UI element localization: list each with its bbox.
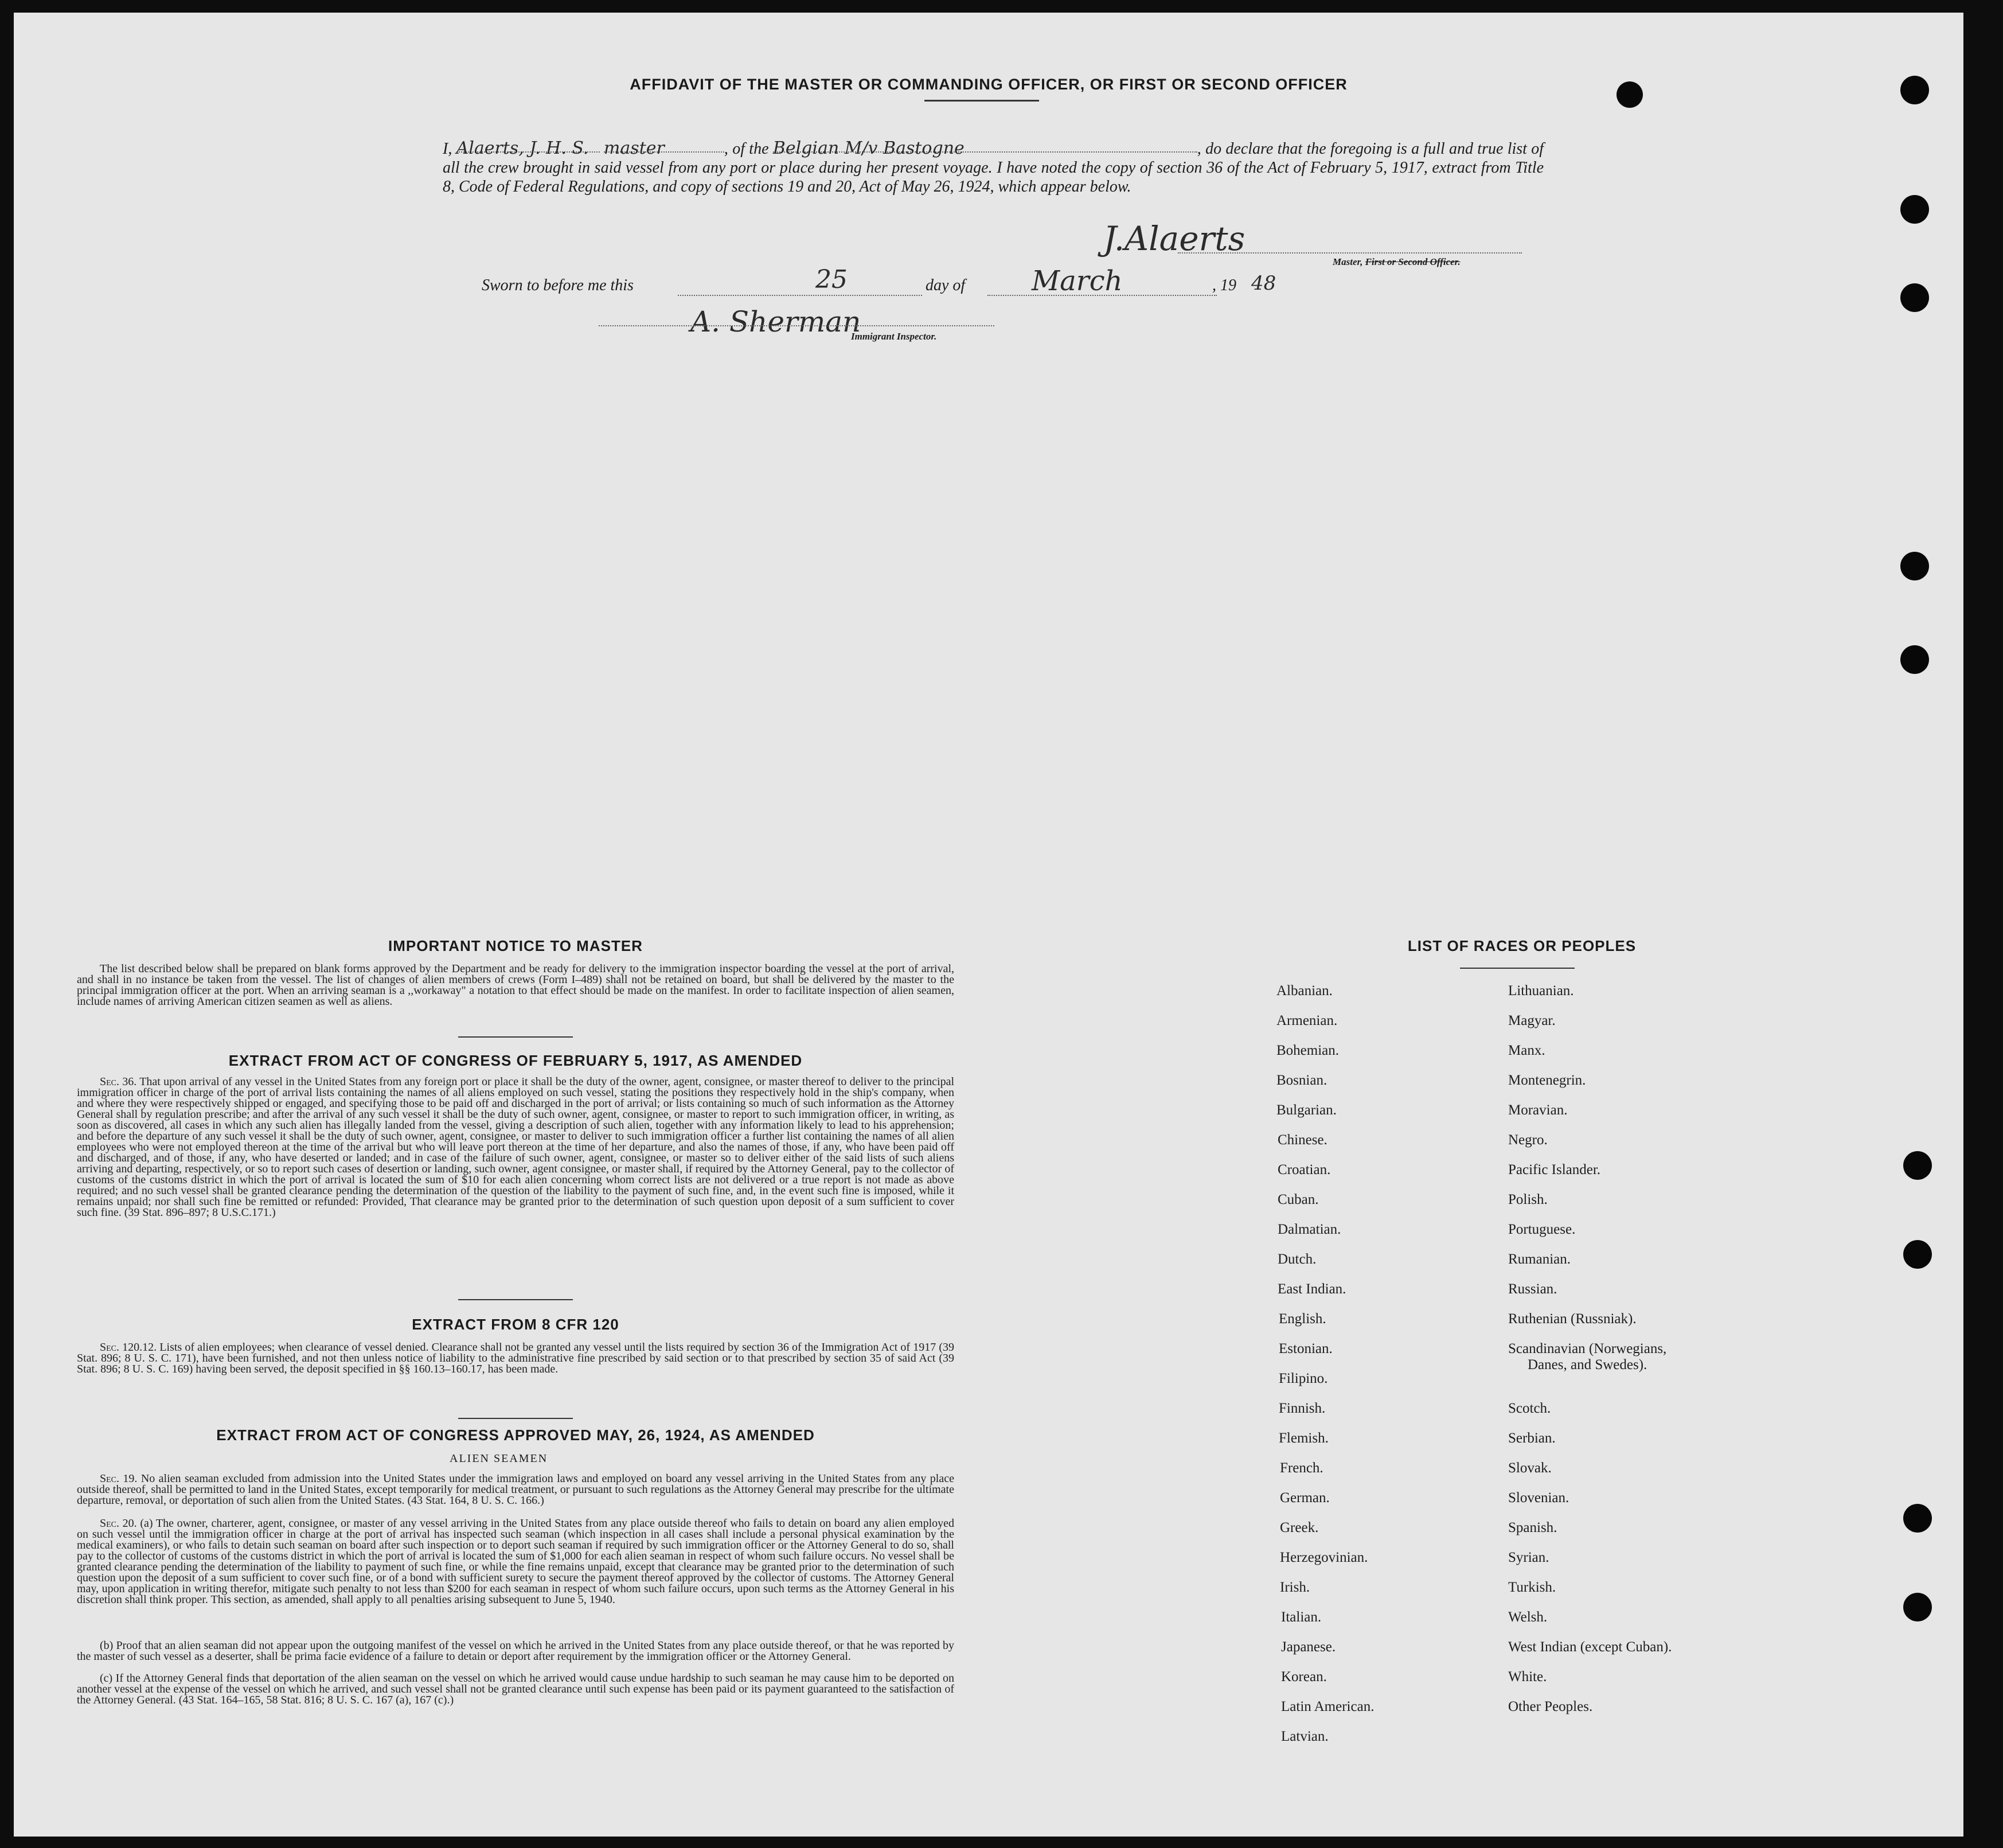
day-line xyxy=(678,295,922,296)
race-item: Slovenian. xyxy=(1508,1490,1569,1506)
signature-line xyxy=(1178,252,1522,254)
inspector-label: Immigrant Inspector. xyxy=(851,331,937,342)
race-item: Finnish. xyxy=(1279,1401,1326,1416)
race-item: Filipino. xyxy=(1279,1371,1328,1386)
master-name-field: Alaerts, J. H. S. xyxy=(456,139,600,153)
extract-1924-title: EXTRACT FROM ACT OF CONGRESS APPROVED MAY, 26, 1924, AS AMENDED xyxy=(216,1426,815,1444)
sec20b-text: (b) Proof that an alien seaman did not appear upon the outgoing manifest of the vessel on which he arrived in the United States from any place outside thereof, or that he was reported by the master of such vessel as a deserter, shall be prima facie evidence of a failure to detain or deport after requirement by the immigration officer or the Attorney General. xyxy=(77,1639,954,1663)
race-item: Dutch. xyxy=(1278,1252,1317,1267)
punch-hole xyxy=(1903,1504,1932,1533)
extract-cfr-title: EXTRACT FROM 8 CFR 120 xyxy=(412,1316,619,1333)
race-item: Portuguese. xyxy=(1508,1222,1576,1237)
master-signature: J.Alaerts xyxy=(1103,219,1245,258)
race-item: Dalmatian. xyxy=(1278,1222,1341,1237)
race-item: Japanese. xyxy=(1281,1639,1336,1655)
race-item: Irish. xyxy=(1280,1580,1310,1595)
year-prefix: , 19 xyxy=(1212,276,1236,294)
notice-text: The list described below shall be prepared on blank forms approved by the Department and be ready for delivery to the immigration inspector boarding the vessel at the port of arrival, and shall in no instance be taken from the vessel. The list of changes of alien members of crews (Form I–489) shall not be retained on board, but shall be delivered by the master to the principal immigration officer at the port. When an arriving seaman is a ,,workaway" a notation to that effect should be made on the manifest. In order to facilitate inspection of alien seamen, include names of arriving American citizen seamen as well as aliens. xyxy=(77,962,954,1008)
race-item: Armenian. xyxy=(1276,1013,1338,1028)
punch-hole xyxy=(1900,645,1929,674)
race-item: Flemish. xyxy=(1279,1430,1329,1446)
punch-hole xyxy=(1900,195,1929,224)
divider xyxy=(924,100,1039,102)
year-value: 48 xyxy=(1251,272,1276,295)
race-item: Herzegovinian. xyxy=(1280,1550,1368,1565)
race-item: Manx. xyxy=(1508,1043,1545,1058)
extract-cfr-text: Sec. 120.12. Lists of alien employees; when clearance of vessel denied. Clearance shall not be granted any vessel until the lists required by section 36 of the Immigration Act of 1917 (39 Stat. 896; 8 U. S. C. 171), have been furnished, and not then unless notice of liability to the administrative fine prescribed by said section or to that prescribed by section 35 of said Act (39 Stat. 896; 8 U. S. C. 169) having been served, the deposit specified in §§ 160.13–160.17, has been made. xyxy=(77,1341,955,1375)
day-label: day of xyxy=(926,276,966,294)
affidavit-statement xyxy=(443,139,1544,196)
race-item: Russian. xyxy=(1508,1281,1557,1297)
race-item: Scotch. xyxy=(1508,1401,1551,1416)
notice-title: IMPORTANT NOTICE TO MASTER xyxy=(388,937,643,954)
day-value: 25 xyxy=(815,265,848,294)
sec20-text: Sec. 20. (a) The owner, charterer, agent, consignee, or master of any vessel arriving in the United States from any place outside thereof who fails to detain on board any alien employed on such vessel until the immigration officer in charge at the port of arrival has inspected such seaman (which inspection in all cases shall include a personal physical examination by the medical examiners), or who fails to detain such seaman on board after such inspection or to deport such seaman if required by such immigration officer or the Attorney General to do so, shall pay to the collector of customs of the customs district in which the port of arrival is located the sum of $1,000 for each alien seaman in respect of whom such failure occurs. No vessel shall be granted clearance pending the determination of the liability to payment of such fine, or while the fine remains unpaid, except that clearance may be granted prior to the determination of such question upon the deposit of a sum sufficient to cover such fine, or of a bond with sufficient surety to secure the payment thereof approved by the collector of customs. The Attorney General may, upon application in writing therefor, mitigate such penalty to not less than $200 for each seaman in respect of whom such failure occurs, upon such terms as the Attorney General in his discretion shall think proper. This section, as amended, shall apply to all penalties arising subsequent to June 5, 1940. xyxy=(77,1517,955,1606)
race-item: Scandinavian (Norwegians, xyxy=(1508,1341,1667,1356)
race-item: East Indian. xyxy=(1278,1281,1346,1297)
race-item: Italian. xyxy=(1281,1609,1322,1625)
race-item: Rumanian. xyxy=(1508,1252,1571,1267)
race-item: Albanian. xyxy=(1276,983,1333,999)
extract-1917-text: Sec. 36. That upon arrival of any vessel in the United States from any foreign port or place it shall be the duty of the owner, agent, consignee, or master thereof to deliver to the principal immigration officer in charge of the port of arrival lists containing the names of all aliens employed on such vessel, stating the positions they respectively hold in the ship's company, when and where they were respectively shipped or engaged, and specifying those to be paid off and discharged in the port of arrival; or lists containing so much of such information as the Attorney General shall by regulation prescribe; and after the arrival of any such vessel it shall be the duty of such owner, agent, consignee, or master to report to such immigration officer, in writing, as soon as discovered, all cases in which any such alien has illegally landed from the vessel, giving a description of such alien, together with any information likely to lead to his apprehension; and before the departure of any such vessel it shall be the duty of such owner, agent, consignee, or master to deliver to such immigration officer a further list containing the names of all alien employees who were not employed thereon at the time of the arrival but who will leave port thereon at the time of her departure, and also the names of those, if any, who have been paid off and discharged, and of those, if any, who have deserted or landed; and in case of the failure of such owner, agent, consignee, or master so to deliver either of the said lists of such aliens arriving and departing, respectively, or so to report such cases of desertion or landing, such owner, agent consignee, or master shall, if required by the Attorney General, pay to the collector of customs of the customs district in which the port of arrival is located the sum of $10 for each alien concerning whom correct lists are not delivered or a true report is not made as above required; and no such vessel shall be granted clearance pending the determination of the question of the liability to the payment of such fine, and, in the event such fine is imposed, while it remains unpaid; nor shall such fine be remitted or refunded: Provided, That clearance may be granted prior to the determination of such question upon deposit of a sum sufficient to cover such fine. (39 Stat. 896–897; 8 U.S.C.171.) xyxy=(77,1075,954,1219)
race-item: West Indian (except Cuban). xyxy=(1508,1639,1672,1655)
affidavit-body: that the foregoing is a full and true list of all the crew brought in said vessel from any port or place during her present voyage. I have noted the copy of section 36 of the Act of February 5, 1917, extract from Title 8, Code of Federal Regulations, and copy of sections 19 and 20, Act of May 26, 1924, which appear below. xyxy=(443,140,1544,196)
divider xyxy=(458,1418,573,1419)
divider xyxy=(1460,968,1575,969)
race-item: Bohemian. xyxy=(1276,1043,1340,1058)
race-item: Syrian. xyxy=(1508,1550,1549,1565)
race-item: Serbian. xyxy=(1508,1430,1556,1446)
race-item: Spanish. xyxy=(1508,1520,1557,1535)
document-page xyxy=(14,13,1963,1837)
race-item: Turkish. xyxy=(1508,1580,1556,1595)
sworn-label: Sworn to before me this xyxy=(482,276,634,294)
race-item: Welsh. xyxy=(1508,1609,1548,1625)
inspector-line xyxy=(599,325,994,326)
race-item: Magyar. xyxy=(1508,1013,1556,1028)
race-item: Croatian. xyxy=(1278,1162,1331,1178)
race-item: Pacific Islander. xyxy=(1508,1162,1601,1178)
race-item: Negro. xyxy=(1508,1132,1548,1148)
affidavit-title: AFFIDAVIT OF THE MASTER OR COMMANDING OFFICER, OR FIRST OR SECOND OFFICER xyxy=(630,76,1348,93)
month-value: March xyxy=(1032,265,1123,297)
affidavit-prefix: I, xyxy=(443,140,452,158)
rank-field: master xyxy=(604,139,724,153)
race-item: Montenegrin. xyxy=(1508,1073,1586,1088)
punch-hole xyxy=(1903,1240,1932,1269)
race-item: Moravian. xyxy=(1508,1102,1568,1118)
race-item: Chinese. xyxy=(1278,1132,1327,1148)
race-item: Danes, and Swedes). xyxy=(1528,1357,1647,1373)
punch-hole xyxy=(1900,552,1929,580)
punch-hole xyxy=(1903,1151,1932,1180)
race-item: Other Peoples. xyxy=(1508,1699,1593,1714)
vessel-field: Belgian M/v Bastogne xyxy=(773,139,1197,153)
race-item: Slovak. xyxy=(1508,1460,1552,1476)
race-item: English. xyxy=(1279,1311,1326,1327)
race-item: French. xyxy=(1280,1460,1323,1476)
punch-hole xyxy=(1903,1593,1932,1621)
race-item: Cuban. xyxy=(1278,1192,1319,1207)
sec20c-text: (c) If the Attorney General finds that deportation of the alien seaman on the vessel on which he arrived would cause undue hardship to such seaman he may cause him to be deported on another vessel at the expense of the vessel on which he arrived, and such vessel shall not be granted clearance until such expense has been paid or its payment guaranteed to the satisfaction of the Attorney General. (43 Stat. 164–165, 58 Stat. 816; 8 U. S. C. 167 (a), 167 (c).) xyxy=(77,1672,954,1706)
punch-hole xyxy=(1900,283,1929,312)
race-item: Bulgarian. xyxy=(1276,1102,1337,1118)
divider xyxy=(458,1299,573,1300)
race-item: Estonian. xyxy=(1279,1341,1333,1356)
race-item: German. xyxy=(1280,1490,1330,1506)
races-title: LIST OF RACES OR PEOPLES xyxy=(1407,937,1637,954)
extract-1917-title: EXTRACT FROM ACT OF CONGRESS OF FEBRUARY 5, 1917, AS AMENDED xyxy=(228,1052,803,1069)
race-item: Polish. xyxy=(1508,1192,1548,1207)
race-item: Korean. xyxy=(1281,1669,1327,1685)
inspector-signature: A. Sherman xyxy=(690,305,861,338)
race-item: White. xyxy=(1508,1669,1547,1685)
of-the-label: , of the xyxy=(724,140,769,158)
signer-title: Master, First or Second Officer. xyxy=(1333,256,1461,267)
race-item: Latvian. xyxy=(1281,1729,1329,1744)
race-item: Latin American. xyxy=(1281,1699,1375,1714)
declare-label: , do declare xyxy=(1197,140,1274,158)
race-item: Ruthenian (Russniak). xyxy=(1508,1311,1637,1327)
race-item: Bosnian. xyxy=(1276,1073,1327,1088)
sec19-text: Sec. 19. No alien seaman excluded from admission into the United States under the immigration laws and employed on board any vessel arriving in the United States from any place outside thereof, shall be permitted to land in the United States, except temporarily for medical treatment, or pursuant to such regulations as the Attorney General may prescribe for the ultimate departure, removal, or deportation of such alien from the United States. (43 Stat. 164, 8 U. S. C. 166.) xyxy=(77,1472,954,1507)
alien-seamen-subtitle: ALIEN SEAMEN xyxy=(450,1452,548,1465)
divider xyxy=(458,1036,573,1038)
race-item: Lithuanian. xyxy=(1508,983,1574,999)
race-item: Greek. xyxy=(1280,1520,1319,1535)
